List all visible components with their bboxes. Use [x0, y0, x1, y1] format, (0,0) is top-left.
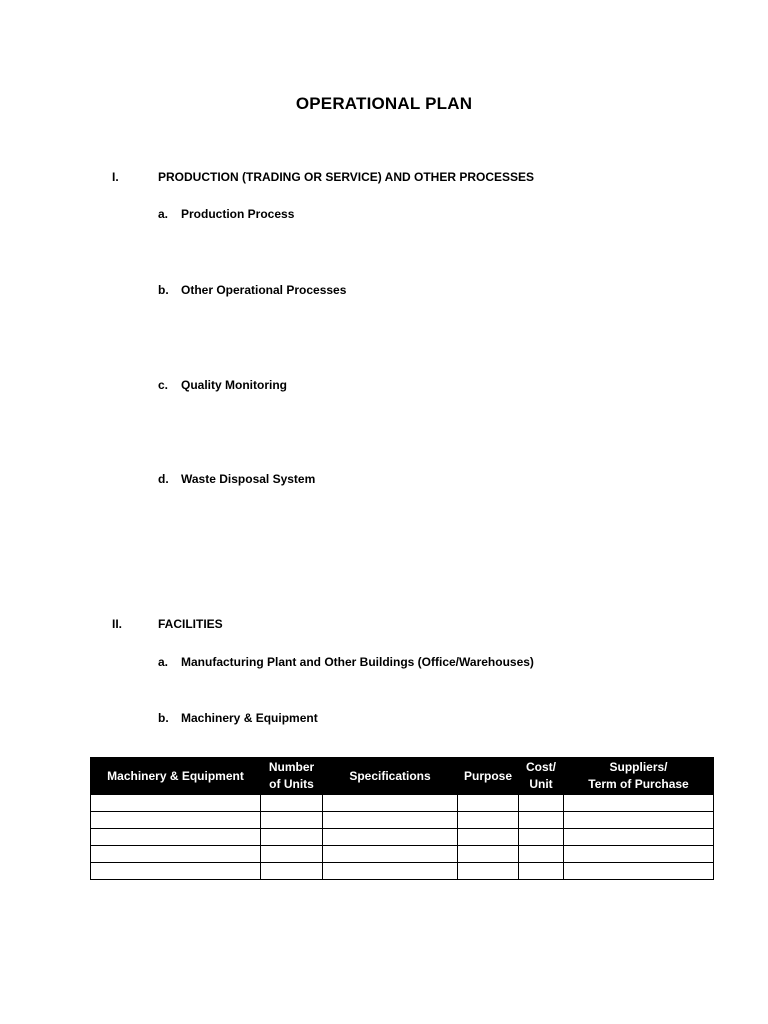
header-line2: Term of Purchase — [588, 777, 689, 791]
table-cell[interactable] — [564, 795, 714, 812]
table-cell[interactable] — [458, 863, 519, 880]
section-2-item-b-letter: b. — [158, 711, 169, 725]
table-cell[interactable] — [91, 846, 261, 863]
section-1-item-c-label: Quality Monitoring — [181, 378, 287, 392]
table-cell[interactable] — [564, 846, 714, 863]
table-cell[interactable] — [458, 829, 519, 846]
table-cell[interactable] — [519, 846, 564, 863]
table-cell[interactable] — [261, 846, 323, 863]
section-2-item-a-letter: a. — [158, 655, 169, 669]
machinery-table-wrapper — [90, 757, 713, 880]
table-cell[interactable] — [261, 812, 323, 829]
header-line1: Specifications — [349, 768, 431, 783]
page-title: OPERATIONAL PLAN — [295, 94, 473, 113]
header-suppliers-term — [564, 758, 714, 795]
header-line1: Cost/ — [526, 760, 556, 774]
table-cell[interactable] — [323, 863, 458, 880]
section-1-item-a-letter: a. — [158, 207, 169, 221]
section-2-number: II. — [112, 617, 123, 631]
table-cell[interactable] — [91, 795, 261, 812]
section-1-item-d-label: Waste Disposal System — [181, 472, 316, 486]
table-cell[interactable] — [261, 795, 323, 812]
table-cell[interactable] — [564, 863, 714, 880]
table-cell[interactable] — [91, 812, 261, 829]
table-cell[interactable] — [323, 795, 458, 812]
section-2-item-a-label: Manufacturing Plant and Other Buildings (Office/Warehouses) — [181, 655, 534, 669]
header-line1: Purpose — [463, 768, 512, 783]
section-1-number: I. — [112, 170, 119, 184]
section-1-item-b-letter: b. — [158, 283, 169, 297]
table-header-row — [91, 758, 714, 795]
table-cell[interactable] — [91, 829, 261, 846]
table-row — [91, 812, 714, 829]
section-1-item-b-label: Other Operational Processes — [181, 283, 347, 297]
section-1-item-d-letter: d. — [158, 472, 169, 486]
table-row — [91, 863, 714, 880]
section-1-item-c-letter: c. — [158, 378, 169, 392]
table-row — [91, 846, 714, 863]
table-cell[interactable] — [458, 846, 519, 863]
table-cell[interactable] — [519, 863, 564, 880]
table-cell[interactable] — [323, 846, 458, 863]
header-line2: Unit — [529, 777, 553, 791]
table-cell[interactable] — [323, 812, 458, 829]
section-2-item-b-label: Machinery & Equipment — [181, 711, 318, 725]
table-cell[interactable] — [91, 863, 261, 880]
header-line2: of Units — [269, 777, 314, 791]
table-cell[interactable] — [564, 812, 714, 829]
table-cell[interactable] — [519, 812, 564, 829]
header-machinery-equipment — [91, 758, 261, 795]
header-line1: Suppliers/ — [609, 760, 668, 774]
header-cost-unit — [519, 758, 564, 795]
table-cell[interactable] — [458, 812, 519, 829]
header-line1: Number — [268, 760, 315, 774]
machinery-equipment-table — [90, 757, 714, 880]
table-cell[interactable] — [519, 795, 564, 812]
table-row — [91, 829, 714, 846]
table-cell[interactable] — [323, 829, 458, 846]
table-row — [91, 795, 714, 812]
table-cell[interactable] — [458, 795, 519, 812]
header-purpose — [458, 758, 519, 795]
table-cell[interactable] — [261, 829, 323, 846]
header-number-of-units — [261, 758, 323, 795]
table-cell[interactable] — [564, 829, 714, 846]
header-specifications — [323, 758, 458, 795]
section-1-item-a-label: Production Process — [181, 207, 295, 221]
header-line1: Machinery & Equipment — [107, 768, 244, 783]
section-1-title: PRODUCTION (TRADING OR SERVICE) AND OTHER PROCESSES — [158, 170, 535, 184]
section-2-title: FACILITIES — [158, 617, 223, 631]
table-cell[interactable] — [519, 829, 564, 846]
table-cell[interactable] — [261, 863, 323, 880]
